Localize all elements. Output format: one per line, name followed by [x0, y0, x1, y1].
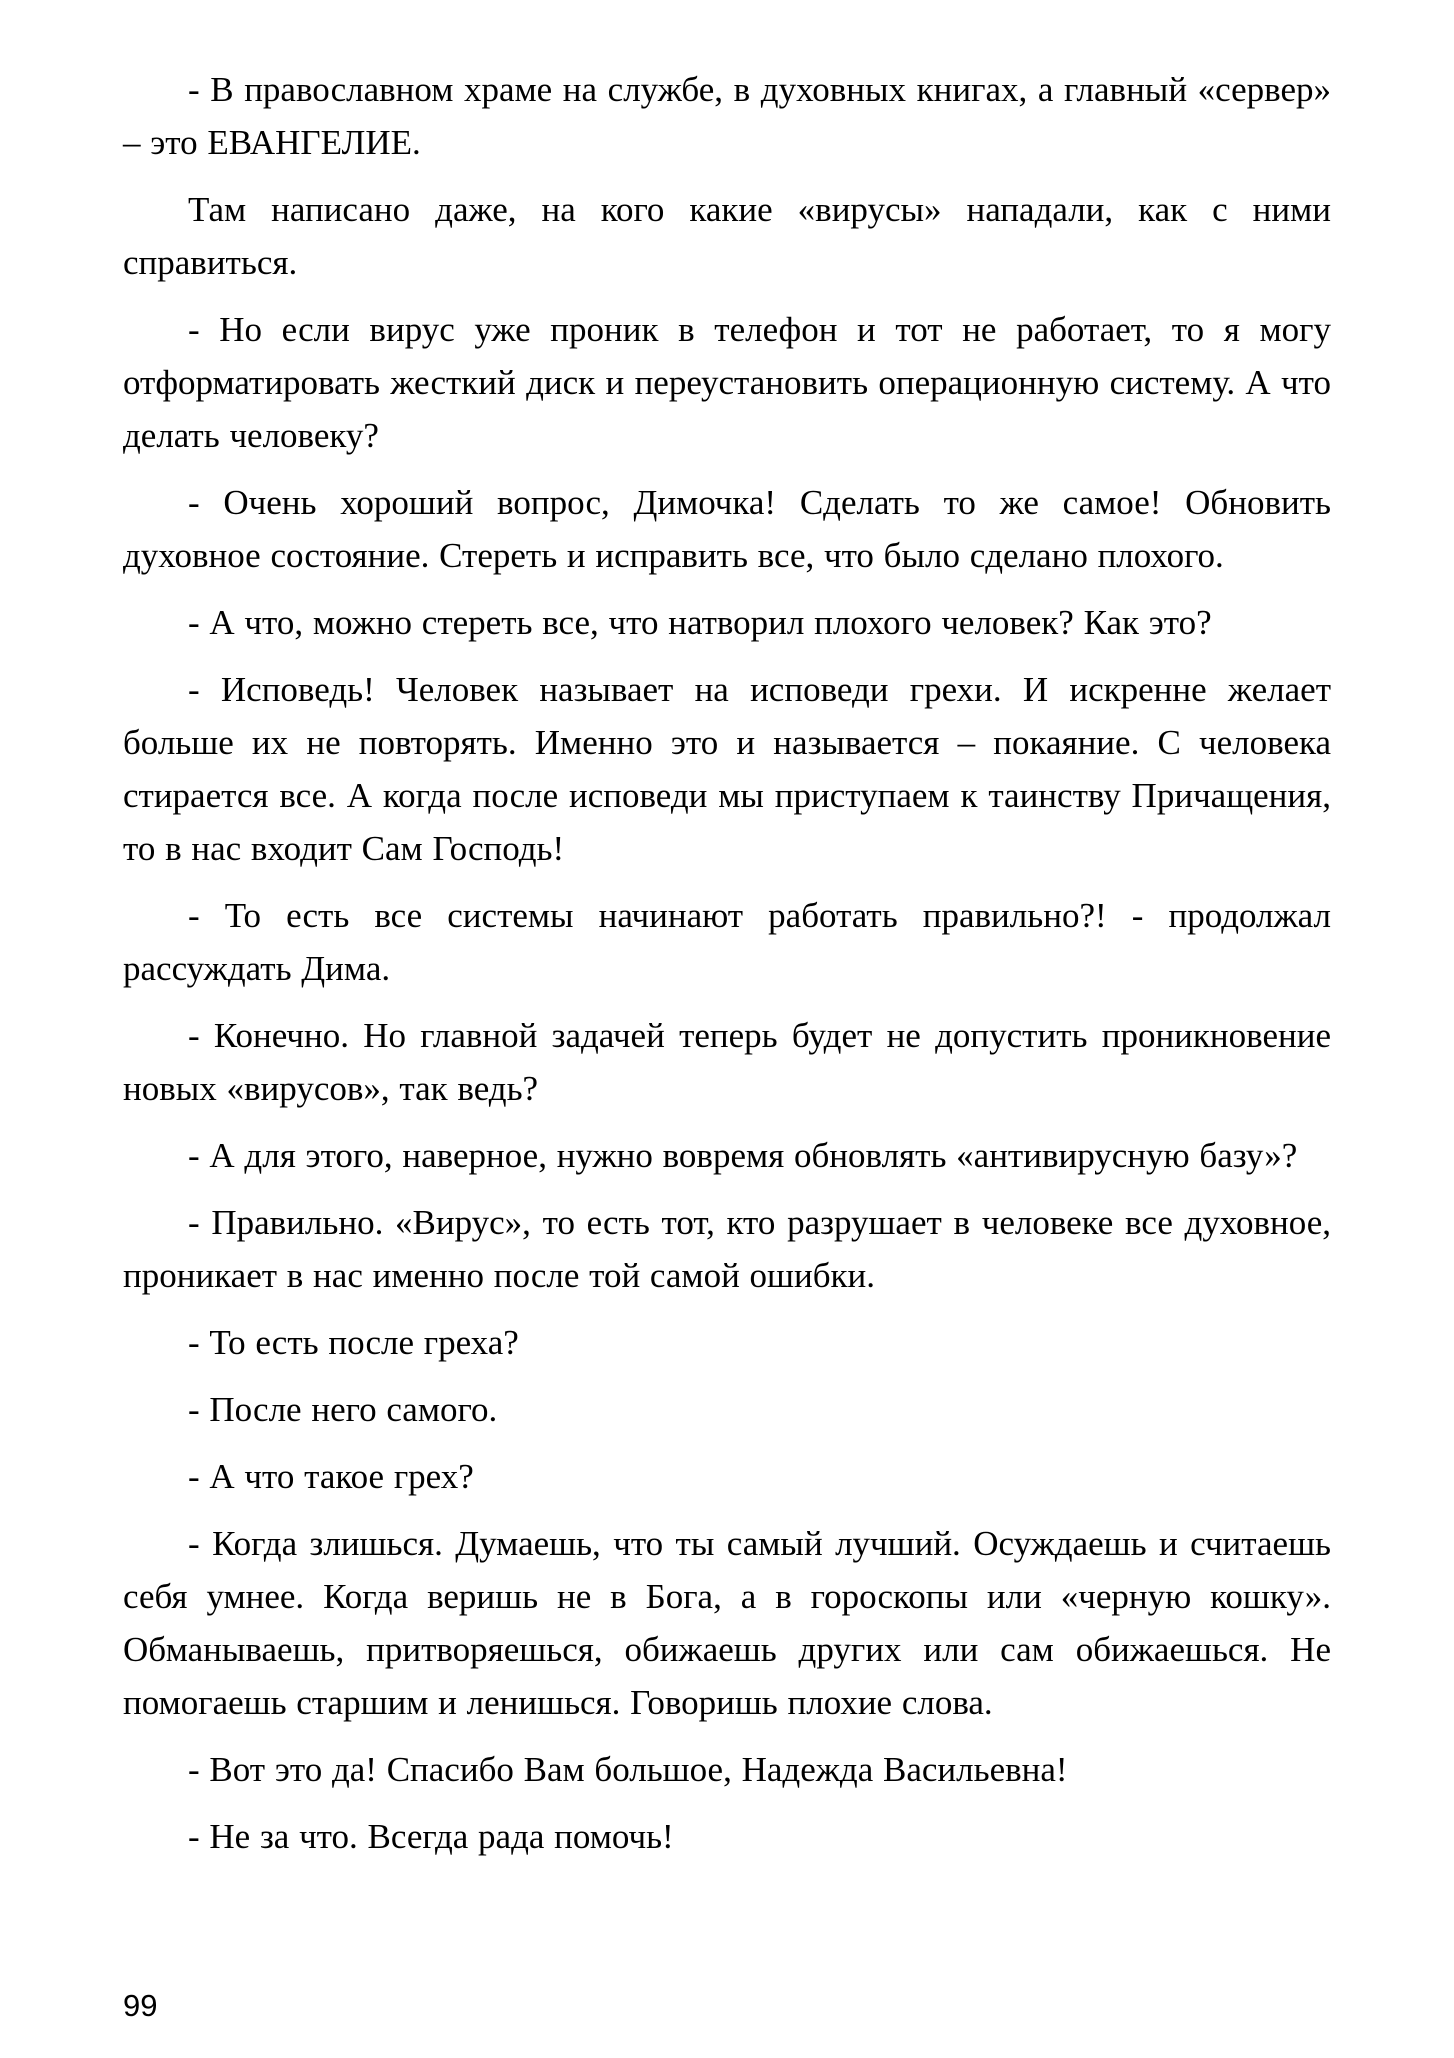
paragraph: - Но если вирус уже проник в телефон и тот не работает, то я могу отформатировать жесткий диск и переустановить операционную систему. А что делать человеку? — [123, 310, 1331, 455]
paragraph: - Вот это да! Спасибо Вам большое, Надежда Васильевна! — [188, 1750, 1068, 1789]
paragraph: - Исповедь! Человек называет на исповеди грехи. И искренне желает больше их не повторять. Именно это и называется – покаяние. С человека стирается все. А когда после исповеди мы приступаем к таинству Причащения, то в нас входит Сам Господь! — [123, 670, 1331, 868]
paragraph: Там написано даже, на кого какие «вирусы» нападали, как с ними справиться. — [123, 190, 1331, 282]
paragraph: - А что такое грех? — [188, 1457, 474, 1496]
paragraph: - Конечно. Но главной задачей теперь будет не допустить проникновение новых «вирусов», так ведь? — [123, 1016, 1331, 1108]
paragraph: - А для этого, наверное, нужно вовремя обновлять «антивирусную базу»? — [188, 1136, 1298, 1175]
paragraph: - А что, можно стереть все, что натворил плохого человек? Как это? — [188, 603, 1212, 642]
paragraph: - Не за что. Всегда рада помочь! — [188, 1817, 674, 1856]
paragraph: - Очень хороший вопрос, Димочка! Сделать то же самое! Обновить духовное состояние. Стереть и исправить все, что было сделано плохого. — [123, 483, 1331, 575]
paragraph: - После него самого. — [188, 1390, 498, 1429]
text-content — [123, 63, 1331, 1877]
page-number: 99 — [123, 1988, 158, 2023]
paragraph: - В православном храме на службе, в духовных книгах, а главный «сервер» – это ЕВАНГЕЛИЕ. — [123, 70, 1331, 162]
paragraph: - Когда злишься. Думаешь, что ты самый лучший. Осуждаешь и считаешь себя умнее. Когда веришь не в Бога, а в гороскопы или «черную кошку». Обманываешь, притворяешься, обижаешь других или сам обижаешься. Не помогаешь старшим и ленишься. Говоришь плохие слова. — [123, 1524, 1331, 1722]
paragraph: - То есть все системы начинают работать правильно?! - продолжал рассуждать Дима. — [123, 896, 1331, 988]
paragraph: - Правильно. «Вирус», то есть тот, кто разрушает в человеке все духовное, проникает в нас именно после той самой ошибки. — [123, 1203, 1331, 1295]
paragraph: - То есть после греха? — [188, 1323, 519, 1362]
